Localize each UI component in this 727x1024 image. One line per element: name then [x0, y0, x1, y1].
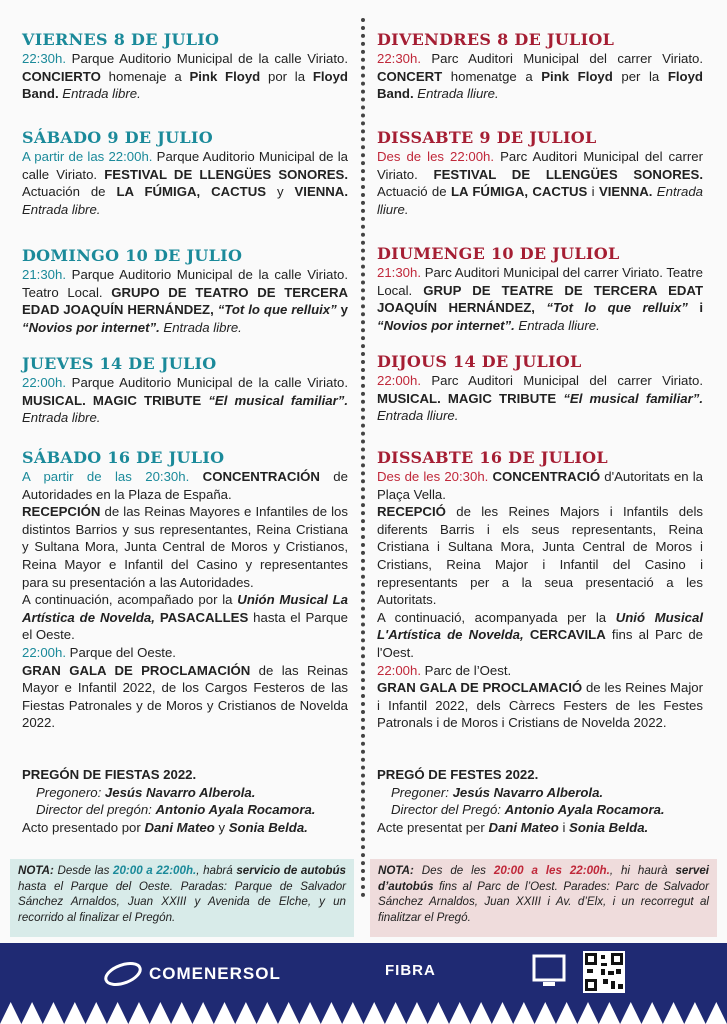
pregon-role: Director del pregón:	[36, 802, 156, 818]
event-text-part: de Autoridades en la Plaza de España.	[22, 469, 348, 502]
event-dissabte-16	[377, 448, 703, 766]
event-text-part: Floyd Band.	[22, 68, 348, 102]
event-heading: DIVENDRES 8 DE JULIOL	[377, 30, 615, 49]
event-text-part: Parque Auditorio Municipal de la calle Viriato.	[66, 51, 348, 66]
event-text-part: “Novios por internet”.	[377, 317, 515, 333]
event-text	[22, 662, 348, 732]
triangle-decoration	[128, 1002, 149, 1024]
event-heading: DOMINGO 10 DE JULIO	[22, 246, 243, 265]
pregon-person: Sonia Belda.	[228, 819, 308, 835]
triangle-decoration	[278, 1002, 299, 1024]
triangle-decoration	[428, 1002, 449, 1024]
event-heading: JUEVES 14 DE JULIO	[22, 354, 217, 373]
event-text	[377, 264, 703, 334]
event-text-part: Parc de l’Oest.	[421, 662, 512, 678]
pregon-title-text: PREGÓ DE FESTES 2022.	[377, 767, 539, 782]
event-text-part: CONCIERTO	[22, 68, 101, 84]
event-text	[377, 372, 703, 425]
event-text-part: per la	[612, 68, 668, 84]
pregon-person: Jesús Navarro Alberola.	[104, 784, 256, 800]
event-jueves-14	[22, 354, 348, 448]
triangle-decoration	[43, 1002, 64, 1024]
event-text-part: Parque del Oeste.	[66, 644, 176, 660]
event-dissabte-9	[377, 128, 703, 244]
event-heading: SÁBADO 9 DE JULIO	[22, 128, 213, 147]
comenersol-swoosh-icon	[103, 959, 143, 989]
pregon-line	[22, 801, 348, 819]
triangle-decoration	[107, 1002, 128, 1024]
event-text-part: CONCERT	[377, 68, 443, 84]
event-text-part: Entrada lliure.	[514, 317, 600, 333]
comenersol-text: COMENERSOL	[149, 964, 281, 983]
triangle-decoration	[535, 1002, 556, 1024]
column-divider	[361, 18, 365, 898]
triangle-decoration	[235, 1002, 256, 1024]
event-time: 22:30h.	[377, 51, 421, 66]
triangle-decoration	[663, 1002, 684, 1024]
event-heading: VIERNES 8 DE JULIO	[22, 30, 220, 49]
event-time: 22:30h.	[22, 51, 66, 66]
pregon-line	[22, 819, 348, 837]
event-text-part: Parc Auditori Municipal del carrer Viriato.	[377, 149, 703, 182]
event-text	[377, 609, 703, 662]
triangle-decoration	[21, 1002, 42, 1024]
event-heading: DIJOUS 14 DE JULIOL	[377, 352, 582, 371]
event-text-part: “El musical familiar”.	[563, 390, 703, 406]
event-text-part: CONCENTRACIÓN	[202, 469, 320, 484]
event-heading: DIUMENGE 10 DE JULIOL	[377, 244, 620, 263]
triangle-decoration	[321, 1002, 342, 1024]
event-text	[377, 679, 703, 732]
event-text-part: Entrada lliure.	[413, 86, 499, 102]
event-divendres-8	[377, 30, 703, 128]
fibra-logo: FIBRA	[385, 962, 436, 979]
pregon-line	[377, 801, 703, 819]
triangle-decoration	[641, 1002, 662, 1024]
event-text-part: Unió Musical L'Artística de Novelda,	[377, 609, 703, 643]
triangle-decoration	[257, 1002, 278, 1024]
event-sabado-16	[22, 448, 348, 766]
event-text-part: Entrada lliure.	[377, 408, 459, 424]
event-heading: DISSABTE 9 DE JULIOL	[377, 128, 597, 147]
pregon-person: Dani Mateo	[488, 819, 559, 835]
event-text-part: MUSICAL. MAGIC TRIBUTE	[377, 390, 564, 406]
note-highlight: servicio de autobús	[236, 864, 346, 877]
note-highlight: 20:00 a les 22:00h.	[493, 864, 610, 877]
triangle-decoration	[171, 1002, 192, 1024]
event-text-part: FESTIVAL DE LLENGÜES SONORES.	[104, 166, 348, 182]
note-label: NOTA:	[18, 864, 54, 877]
comenersol-logo	[103, 959, 281, 989]
event-text-part: y	[336, 302, 348, 318]
event-text-part: Parc Auditori Municipal del carrer Viriato.	[421, 373, 703, 388]
note-text: , hi haurà	[609, 864, 676, 877]
event-text-part: Pink Floyd	[189, 68, 261, 84]
event-time: A partir de las 22:00h.	[22, 149, 153, 164]
triangle-decoration	[86, 1002, 107, 1024]
event-text-part: VIENNA.	[598, 184, 653, 200]
pregon-title-text: PREGÓN DE FIESTAS 2022.	[22, 767, 197, 782]
pregon-role: Acto presentado por	[22, 819, 145, 835]
note-highlight: servei d’autobús	[378, 864, 709, 893]
note-text: , habrá	[196, 864, 237, 877]
event-text-part: hasta el Parque el Oeste.	[22, 609, 348, 643]
note-text: fins al Parc de l’Oest. Parades: Parc de Salvador Sánchez Arnaldos, Juan XXIII i Av. d’Elx, i un recorregut al finalitzar el Pregó.	[378, 879, 709, 924]
pregon-role: Director del Pregó:	[391, 802, 505, 818]
event-text-part: fins al Parc de l'Oest.	[377, 627, 703, 660]
note-box-spanish	[10, 859, 354, 937]
event-text	[22, 148, 348, 218]
event-diumenge-10	[377, 244, 703, 352]
event-text-part: Entrada libre.	[159, 319, 242, 335]
event-text-part: “Novios por internet”.	[22, 319, 160, 335]
event-text	[377, 148, 703, 218]
event-text-part: Unión Musical La Artística de Novelda,	[22, 592, 348, 625]
pregon-line	[22, 784, 348, 802]
triangle-decoration	[192, 1002, 213, 1024]
event-time: 21:30h.	[22, 267, 66, 282]
event-text-part: Entrada libre.	[22, 201, 101, 217]
valencian-column	[377, 30, 703, 836]
pregon-role: y	[214, 819, 229, 835]
event-text-part: y	[266, 184, 295, 200]
event-text-part: Parc Auditori Municipal del carrer Viriato.	[421, 51, 703, 66]
event-time: 22:00h.	[22, 644, 66, 660]
triangle-decoration	[513, 1002, 534, 1024]
qr-code-icon	[583, 951, 625, 993]
event-text	[22, 644, 348, 662]
event-text-part: RECEPCIÓN	[22, 504, 101, 520]
event-time: Des de les 20:30h.	[377, 469, 489, 484]
pregon-role: i	[558, 819, 570, 835]
triangle-decoration	[684, 1002, 705, 1024]
event-text-part: A continuació, acompanyada per la	[377, 609, 616, 625]
event-text-part: “Tot lo que relluix”	[217, 302, 337, 318]
event-text	[377, 662, 703, 680]
event-time: 22:00h.	[377, 373, 421, 388]
pregon-title	[377, 766, 703, 784]
event-text-part: A continuación, acompañado por la	[22, 592, 238, 608]
event-heading: DISSABTE 16 DE JULIOL	[377, 448, 608, 467]
event-heading: SÁBADO 16 DE JULIO	[22, 448, 225, 467]
pregon-role: Acte presentat per	[377, 819, 489, 835]
event-text-part: de las Reinas Mayores e Infantiles de los distintos Barrios y sus representantes, Reina Cristiana y Sultana Mora, Junta Central de Moros y Cristianos, Reina Mayor e Infantil del Casino y representantes para su presentación a las Autoridades.	[22, 504, 348, 590]
event-text-part: LA FÚMIGA, CACTUS	[116, 184, 267, 200]
event-text-part: Actuación de	[22, 184, 117, 200]
triangle-decoration	[492, 1002, 513, 1024]
triangle-decoration	[342, 1002, 363, 1024]
pregon-line	[377, 784, 703, 802]
event-text	[377, 503, 703, 609]
event-text-part: LA FÚMIGA, CACTUS	[450, 184, 588, 200]
event-domingo-10	[22, 246, 348, 354]
pregon-person: Dani Mateo	[144, 819, 215, 835]
event-text	[22, 374, 348, 427]
monitor-icon	[531, 953, 567, 989]
pregon-person: Antonio Ayala Rocamora.	[504, 802, 665, 818]
event-text-part: Entrada libre.	[58, 86, 141, 102]
triangle-decoration	[556, 1002, 577, 1024]
pregon-person: Sonia Belda.	[569, 819, 649, 835]
pregon-block	[377, 766, 703, 836]
event-text-part: CERCAVILA	[529, 627, 606, 643]
event-text-part: PASACALLES	[159, 609, 249, 625]
triangle-decoration	[0, 1002, 21, 1024]
event-text-part: MUSICAL. MAGIC TRIBUTE	[22, 392, 209, 408]
pregon-person: Antonio Ayala Rocamora.	[155, 802, 316, 818]
triangle-border-decoration	[0, 1002, 727, 1024]
triangle-decoration	[299, 1002, 320, 1024]
note-box-valencian	[370, 859, 717, 937]
triangle-decoration	[706, 1002, 727, 1024]
pregon-title	[22, 766, 348, 784]
event-text	[377, 50, 703, 103]
event-time: 21:30h.	[377, 265, 421, 280]
note-text: Des de les	[413, 864, 494, 877]
event-text-part: i	[687, 300, 703, 316]
triangle-decoration	[449, 1002, 470, 1024]
event-text-part: VIENNA.	[294, 184, 348, 200]
triangle-decoration	[406, 1002, 427, 1024]
event-text-part: homenaje a	[100, 68, 190, 84]
event-text-part: d'Autoritats en la Plaça Vella.	[377, 469, 703, 502]
event-dijous-14	[377, 352, 703, 448]
note-text: hasta el Parque del Oeste. Paradas: Parque de Salvador Sánchez Arnaldos, Juan XXIII y Avenida de Elche, y un recorrido al finalizar el Pregón.	[18, 879, 346, 924]
triangle-decoration	[214, 1002, 235, 1024]
event-text	[22, 266, 348, 336]
pregon-block	[22, 766, 348, 836]
note-label: NOTA:	[378, 864, 414, 877]
event-text-part: Pink Floyd	[541, 68, 613, 84]
note-highlight: 20:00 a 22:00h.	[113, 864, 197, 877]
event-text-part: “Tot lo que relluix”	[546, 300, 688, 316]
event-time: Des de les 22:00h.	[377, 149, 495, 164]
event-text-part: Entrada libre.	[22, 410, 101, 426]
event-text-part: Parc Auditori Municipal del carrer Viriato. Teatre Local.	[377, 265, 703, 298]
event-text-part: de las Reinas Mayor e Infantil 2022, de los Cargos Festeros de las Fiestas Patronales y de Moros y Cristianos de Novelda 2022.	[22, 662, 348, 731]
event-text	[22, 591, 348, 644]
pregon-line	[377, 819, 703, 837]
event-time: 22:00h.	[22, 375, 66, 390]
event-text-part: RECEPCIÓ	[377, 504, 446, 520]
note-text: Desde las	[53, 864, 113, 877]
event-text-part: Actuació de	[377, 184, 451, 200]
event-text-part: Entrada lliure.	[377, 184, 703, 217]
pregon-role: Pregonero:	[36, 784, 105, 800]
sponsor-footer	[0, 943, 727, 1024]
event-text-part: GRUP DE TEATRE DE TERCERA EDAT JOAQUÍN HERNÁNDEZ,	[377, 282, 704, 316]
event-text	[22, 468, 348, 503]
event-text-part: por la	[260, 68, 313, 84]
spanish-column	[22, 30, 348, 836]
triangle-decoration	[577, 1002, 598, 1024]
triangle-decoration	[64, 1002, 85, 1024]
event-text-part: Floyd Band.	[377, 68, 703, 102]
event-text-part: Parque Auditorio Municipal de la calle Viriato. Teatro Local.	[22, 267, 348, 300]
event-text-part: Parque Auditorio Municipal de la calle Viriato.	[22, 149, 348, 182]
triangle-decoration	[620, 1002, 641, 1024]
event-text-part	[189, 469, 202, 484]
triangle-decoration	[470, 1002, 491, 1024]
event-text	[22, 503, 348, 591]
event-text-part: GRUPO DE TEATRO DE TERCERA EDAD JOAQUÍN HERNÁNDEZ,	[22, 284, 348, 318]
event-text-part: de les Reines Major i Infantil 2022, dels Càrrecs Festers de les Festes Patronals i de Moros i Cristians de Novelda 2022.	[377, 680, 703, 731]
event-sabado-9	[22, 128, 348, 246]
triangle-decoration	[599, 1002, 620, 1024]
event-text	[377, 468, 703, 503]
pregon-person: Jesús Navarro Alberola.	[452, 784, 604, 800]
event-text	[22, 50, 348, 103]
event-time: A partir de las 20:30h.	[22, 469, 190, 484]
triangle-decoration	[150, 1002, 171, 1024]
event-viernes-8	[22, 30, 348, 128]
event-text-part: GRAN GALA DE PROCLAMACIÓ	[377, 680, 583, 696]
event-text-part: homenatge a	[442, 68, 542, 84]
triangle-decoration	[364, 1002, 385, 1024]
event-text-part: “El musical familiar”.	[208, 392, 348, 408]
event-text-part: FESTIVAL DE LLENGÜES SONORES.	[433, 166, 703, 182]
event-text-part: de les Reines Majors i Infantils dels diferents Barris i els seus representants, Reina Cristiana i Sultana Mora, Junta Central de Moros i Cristians, Reina Major i Infantil del Casino i representants per a la seua presentació a les Autoritats.	[377, 504, 703, 608]
event-text-part: i	[587, 184, 599, 200]
pregon-role: Pregoner:	[391, 784, 453, 800]
event-text-part: GRAN GALA DE PROCLAMACIÓN	[22, 662, 251, 678]
event-text-part: Parque Auditorio Municipal de la calle Viriato.	[66, 375, 348, 390]
event-text-part: CONCENTRACIÓ	[492, 469, 601, 484]
triangle-decoration	[385, 1002, 406, 1024]
event-time: 22:00h.	[377, 662, 421, 678]
